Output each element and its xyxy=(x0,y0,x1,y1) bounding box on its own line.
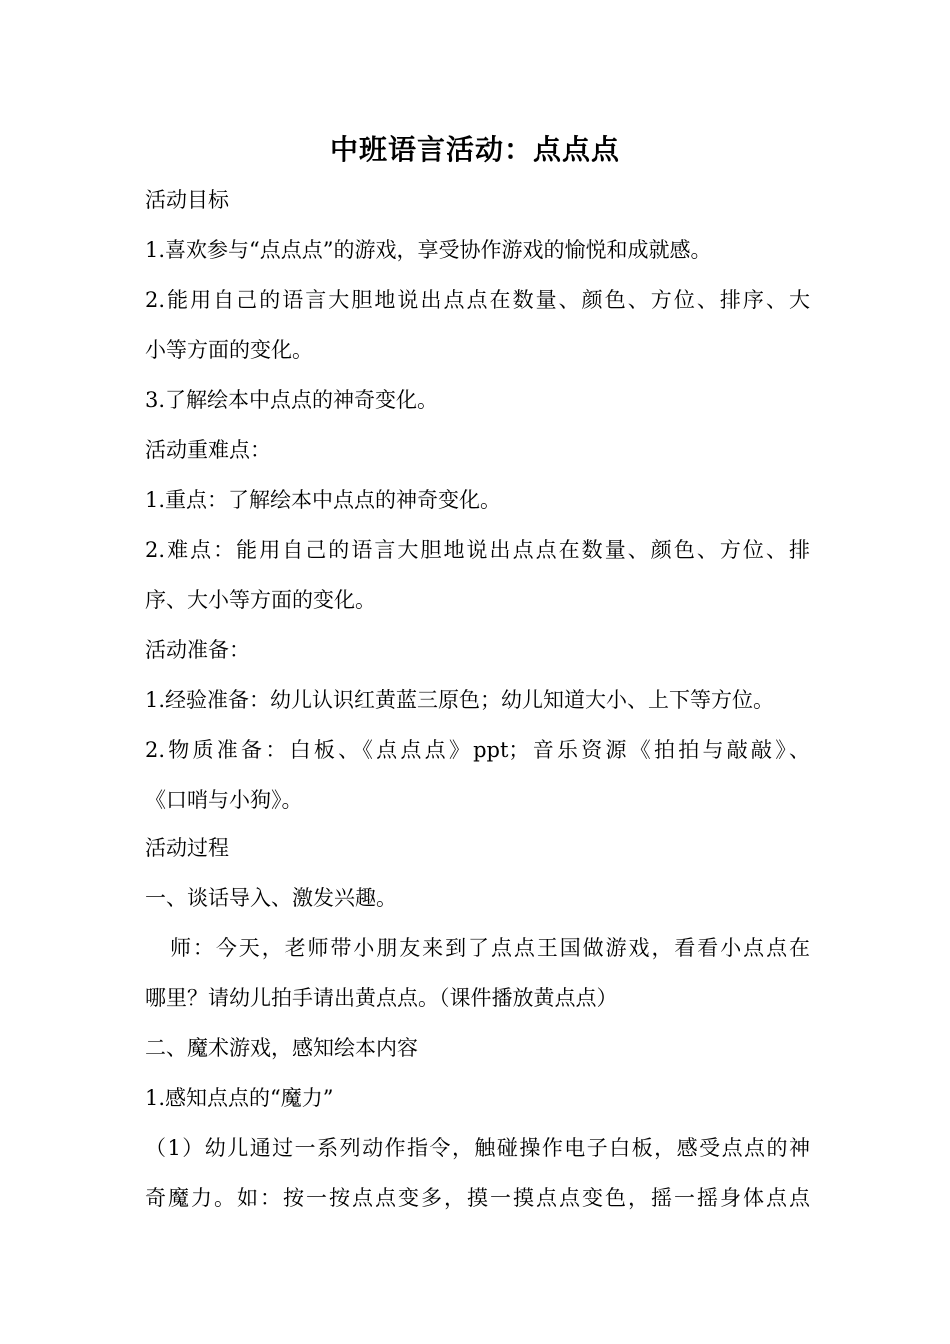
paragraph-line: 3.了解绘本中点点的神奇变化。 xyxy=(145,388,439,412)
paragraph-line: （1）幼儿通过一系列动作指令，触碰操作电子白板，感受点点的神 xyxy=(145,1136,810,1160)
paragraph-line: 一、谈话导入、激发兴趣。 xyxy=(145,886,397,910)
paragraph-line: 1.重点：了解绘本中点点的神奇变化。 xyxy=(145,488,502,512)
paragraph-line: 2.能用自己的语言大胆地说出点点在数量、颜色、方位、排序、大 xyxy=(145,288,810,312)
paragraph-line: 2.物质准备：白板、《点点点》ppt；音乐资源《拍拍与敲敲》、 xyxy=(145,738,810,762)
paragraph-line: 二、魔术游戏，感知绘本内容 xyxy=(145,1036,418,1060)
paragraph-line: 奇魔力。如：按一按点点变多，摸一摸点点变色，摇一摇身体点点 xyxy=(145,1186,810,1210)
paragraph-line: 1.喜欢参与“点点点”的游戏，享受协作游戏的愉悦和成就感。 xyxy=(145,238,712,262)
paragraph-line: 序、大小等方面的变化。 xyxy=(145,588,376,612)
paragraph-line: 2.难点：能用自己的语言大胆地说出点点在数量、颜色、方位、排 xyxy=(145,538,810,562)
paragraph-line: 师：今天，老师带小朋友来到了点点王国做游戏，看看小点点在 xyxy=(170,936,810,960)
section-heading-goals: 活动目标 xyxy=(145,188,229,212)
section-heading-preparation: 活动准备： xyxy=(145,638,250,662)
paragraph-line: 1.感知点点的“魔力” xyxy=(145,1086,334,1110)
paragraph-line: 小等方面的变化。 xyxy=(145,338,313,362)
section-heading-key-points: 活动重难点： xyxy=(145,438,271,462)
paragraph-line: 哪里？请幼儿拍手请出黄点点。（课件播放黄点点） xyxy=(145,986,618,1010)
paragraph-line: 1.经验准备：幼儿认识红黄蓝三原色；幼儿知道大小、上下等方位。 xyxy=(145,688,775,712)
paragraph-line: 《口哨与小狗》。 xyxy=(145,788,303,812)
document-title: 中班语言活动：点点点 xyxy=(329,133,620,166)
section-heading-process: 活动过程 xyxy=(145,836,229,860)
